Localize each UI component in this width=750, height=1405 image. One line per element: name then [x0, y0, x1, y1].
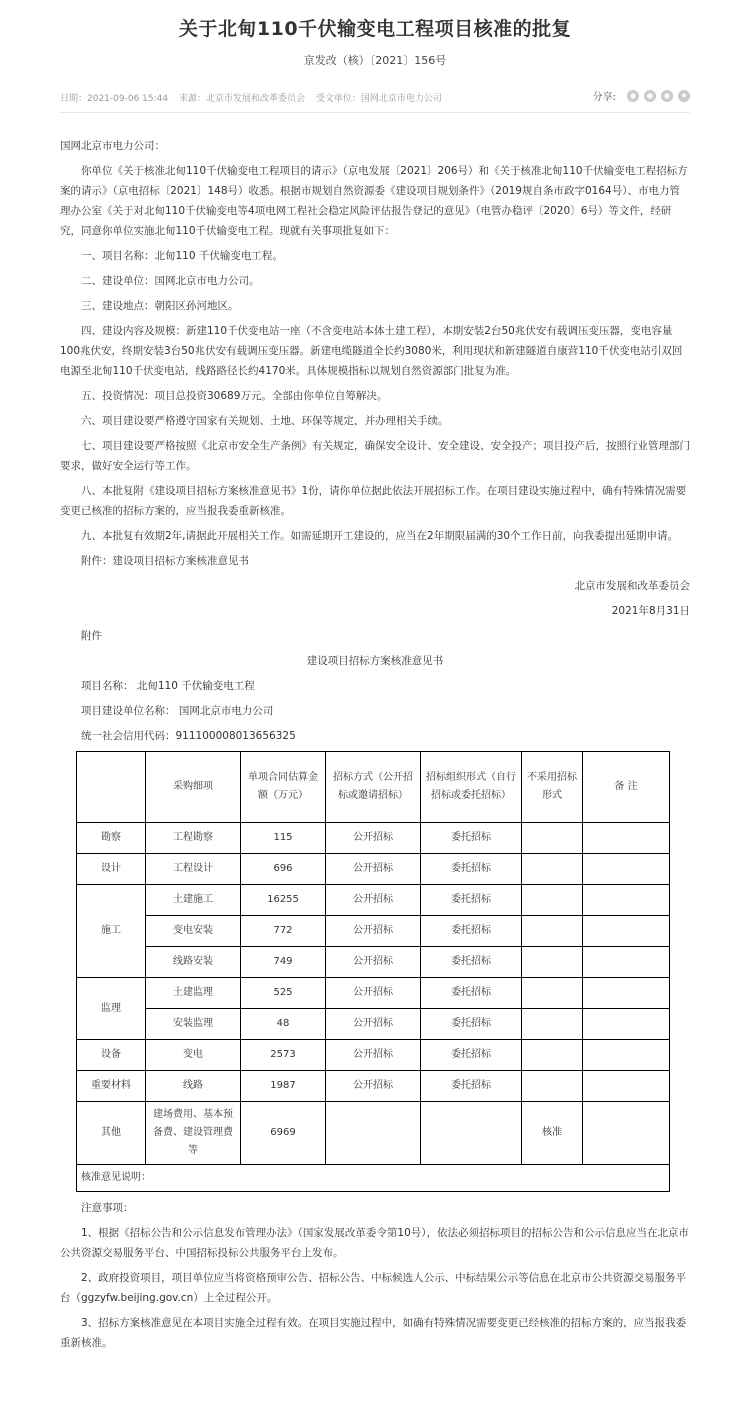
article-body: [60, 136, 690, 1358]
item-5: 五、投资情况：项目总投资30689万元。全部由你单位自筹解决。: [81, 390, 388, 402]
cell-amount: 772: [241, 916, 326, 947]
unit-name: 项目建设单位名称： 国网北京市电力公司: [81, 705, 274, 717]
cell-item: 线路安装: [146, 947, 241, 978]
cell-item: 变电安装: [146, 916, 241, 947]
cell-form: 委托招标: [421, 947, 522, 978]
cell-remark: [583, 1071, 670, 1102]
cell-method: 公开招标: [326, 1040, 421, 1071]
header-category: [77, 752, 146, 823]
cell-remark: [583, 885, 670, 916]
item-2: 二、建设单位：国网北京市电力公司。: [81, 275, 260, 287]
meta-info: [60, 91, 450, 104]
cell-method: 公开招标: [326, 885, 421, 916]
item-9: 九、本批复有效期2年,请据此开展相关工作。如需延期开工建设的，应当在2年期限届满的30个工作日前，向我委提出延期申请。: [81, 530, 679, 542]
table-row: [77, 947, 670, 978]
row-category: 其他: [77, 1102, 146, 1165]
item-3: 三、建设地点：朝阳区孙河地区。: [81, 300, 239, 312]
cell-form: [421, 1102, 522, 1165]
cell-item: 工程设计: [146, 854, 241, 885]
row-category: 重要材料: [77, 1071, 146, 1102]
publish-date: 日期：2021-09-06 15:44: [60, 94, 169, 104]
item-4: 四、建设内容及规模：新建110千伏变电站一座（不含变电站本体土建工程），本期安装2台50兆伏安有载调压变压器，变电容量100兆伏安，终期安装3台50兆伏安有载调压变压器。新建电缆隧道全长约3080米，利用现状和新建隧道自康营110千伏变电站引双回电源至北甸110千伏变电站，线路路径长约4170米。具体规模指标以规划自然资源部门批复为准。: [60, 325, 683, 377]
cell-form: 委托招标: [421, 1071, 522, 1102]
cell-remark: [583, 1040, 670, 1071]
table-row: [77, 1102, 670, 1165]
cell-item: 工程勘察: [146, 823, 241, 854]
cell-form: 委托招标: [421, 1040, 522, 1071]
cell-form: 委托招标: [421, 916, 522, 947]
attachment-title: 建设项目招标方案核准意见书: [306, 655, 444, 667]
table-row: [77, 916, 670, 947]
row-category: 设计: [77, 854, 146, 885]
share-label: 分享:: [592, 92, 616, 103]
cell-form: 委托招标: [421, 978, 522, 1009]
row-category: 勘察: [77, 823, 146, 854]
intro-paragraph: 你单位《关于核准北甸110千伏输变电工程项目的请示》（京电发展〔2021〕206号）和《关于核准北甸110千伏输变电工程招标方案的请示》（京电招标〔2021〕148号）收悉。根据市规划自然资源委《建设项目规划条件》（2019规自条市政字0164号）、市电力管理办公室《关于对北甸110千伏输变电等4项电网工程社会稳定风险评估报告登记的意见》（电管办稳评〔2020〕6号）等文件，经研究，同意你单位实施北甸110千伏输变电工程。现就有关事项批复如下：: [60, 165, 688, 237]
cell-remark: [583, 1102, 670, 1165]
cell-method: 公开招标: [326, 916, 421, 947]
table-footer-row: [77, 1165, 670, 1192]
cell-method: [326, 1102, 421, 1165]
signature: 北京市发展和改革委员会: [574, 580, 690, 592]
header-form: 招标组织形式（自行招标或委托招标）: [421, 752, 522, 823]
cell-amount: 749: [241, 947, 326, 978]
cell-amount: 115: [241, 823, 326, 854]
cell-item: 建场费用、基本预备费、建设管理费等: [146, 1102, 241, 1165]
table-row: [77, 1009, 670, 1040]
cell-method: 公开招标: [326, 947, 421, 978]
header-item: 采购细项: [146, 752, 241, 823]
cell-method: 公开招标: [326, 823, 421, 854]
item-8: 八、本批复附《建设项目招标方案核准意见书》1份，请你单位据此依法开展招标工作。在项目建设实施过程中，确有特殊情况需要变更已核准的招标方案的，应当报我委重新核准。: [60, 485, 687, 517]
note-2: 2、政府投资项目，项目单位应当将资格预审公告、招标公告、中标候选人公示、中标结果公示等信息在北京市公共资源交易服务平台（ggzyfw.beijing.gov.cn）上全过程公开。: [60, 1272, 687, 1304]
cell-no-bid: [522, 885, 583, 916]
cell-remark: [583, 978, 670, 1009]
credit-code: 统一社会信用代码：91110000801365632​5: [81, 730, 296, 742]
cell-no-bid: [522, 823, 583, 854]
header-remark: 备 注: [583, 752, 670, 823]
weibo-icon[interactable]: ◉: [644, 90, 656, 102]
row-category: 施工: [77, 885, 146, 978]
cell-amount: 2573: [241, 1040, 326, 1071]
header-method: 招标方式（公开招标或邀请招标）: [326, 752, 421, 823]
cell-item: 变电: [146, 1040, 241, 1071]
table-row: [77, 1040, 670, 1071]
header-no-bid: 不采用招标形式: [522, 752, 583, 823]
table-row: [77, 823, 670, 854]
row-category: 设备: [77, 1040, 146, 1071]
table-row: [77, 854, 670, 885]
cell-no-bid: [522, 854, 583, 885]
cell-no-bid: [522, 1040, 583, 1071]
project-name: 项目名称： 北甸110 千伏输变电工程: [81, 680, 255, 692]
qzone-icon[interactable]: ★: [678, 90, 690, 102]
cell-no-bid: [522, 1071, 583, 1102]
cell-item: 土建监理: [146, 978, 241, 1009]
page-title: 关于北甸110千伏输变电工程项目核准的批复: [178, 18, 572, 40]
share-bar: [593, 88, 690, 103]
cell-method: 公开招标: [326, 1071, 421, 1102]
item-1: 一、项目名称：北甸110 千伏输变电工程。: [81, 250, 283, 262]
note-1: 1、根据《招标公告和公示信息发布管理办法》（国家发展改革委令第10号），依法必须招标项目的招标公告和公示信息应当在北京市公共资源交易服务平台、中国招标投标公共服务平台上发布。: [60, 1227, 690, 1259]
table-row: [77, 885, 670, 916]
cell-remark: [583, 916, 670, 947]
recipient: 受文单位：国网北京市电力公司: [315, 94, 442, 104]
cell-no-bid: 核准: [522, 1102, 583, 1165]
source: 来源：北京市发展和改革委员会: [178, 94, 305, 104]
item-6: 六、项目建设要严格遵守国家有关规划、土地、环保等规定，并办理相关手续。: [81, 415, 449, 427]
qq-icon[interactable]: ◉: [661, 90, 673, 102]
attachment-label: 附件: [81, 630, 102, 642]
cell-form: 委托招标: [421, 854, 522, 885]
cell-amount: 525: [241, 978, 326, 1009]
cell-remark: [583, 854, 670, 885]
cell-form: 委托招标: [421, 1009, 522, 1040]
cell-form: 委托招标: [421, 885, 522, 916]
cell-item: 安装监理: [146, 1009, 241, 1040]
bidding-plan-table: [76, 751, 670, 1192]
note-3: 3、招标方案核准意见在本项目实施全过程有效。在项目实施过程中，如确有特殊情况需要变更已经核准的招标方案的，应当报我委重新核准。: [60, 1317, 687, 1349]
cell-remark: [583, 947, 670, 978]
cell-amount: 696: [241, 854, 326, 885]
approval-remark: 核准意见说明：: [77, 1165, 670, 1192]
cell-no-bid: [522, 1009, 583, 1040]
sign-date: 2021年8月31日: [611, 605, 690, 617]
row-category: 监理: [77, 978, 146, 1040]
cell-amount: 1987: [241, 1071, 326, 1102]
cell-no-bid: [522, 916, 583, 947]
wechat-icon[interactable]: ◉: [627, 90, 639, 102]
cell-method: 公开招标: [326, 978, 421, 1009]
header-amount: 单项合同估算金额（万元）: [241, 752, 326, 823]
table-header-row: [77, 752, 670, 823]
attachment-line: 附件：建设项目招标方案核准意见书: [81, 555, 249, 567]
cell-method: 公开招标: [326, 1009, 421, 1040]
table-row: [77, 978, 670, 1009]
cell-remark: [583, 823, 670, 854]
notes-title: 注意事项：: [81, 1202, 134, 1214]
table-row: [77, 1071, 670, 1102]
cell-item: 土建施工: [146, 885, 241, 916]
cell-item: 线路: [146, 1071, 241, 1102]
cell-method: 公开招标: [326, 854, 421, 885]
cell-no-bid: [522, 978, 583, 1009]
cell-amount: 16255: [241, 885, 326, 916]
cell-remark: [583, 1009, 670, 1040]
cell-form: 委托招标: [421, 823, 522, 854]
item-7: 七、项目建设要严格按照《北京市安全生产条例》有关规定，确保安全设计、安全建设、安全投产；项目投产后，按照行业管理部门要求，做好安全运行等工作。: [60, 440, 690, 472]
cell-amount: 48: [241, 1009, 326, 1040]
document-number: 京发改（核）〔2021〕156号: [303, 54, 447, 67]
cell-amount: 6969: [241, 1102, 326, 1165]
salutation: 国网北京市电力公司：: [60, 140, 165, 152]
cell-no-bid: [522, 947, 583, 978]
meta-bar: [60, 84, 690, 113]
